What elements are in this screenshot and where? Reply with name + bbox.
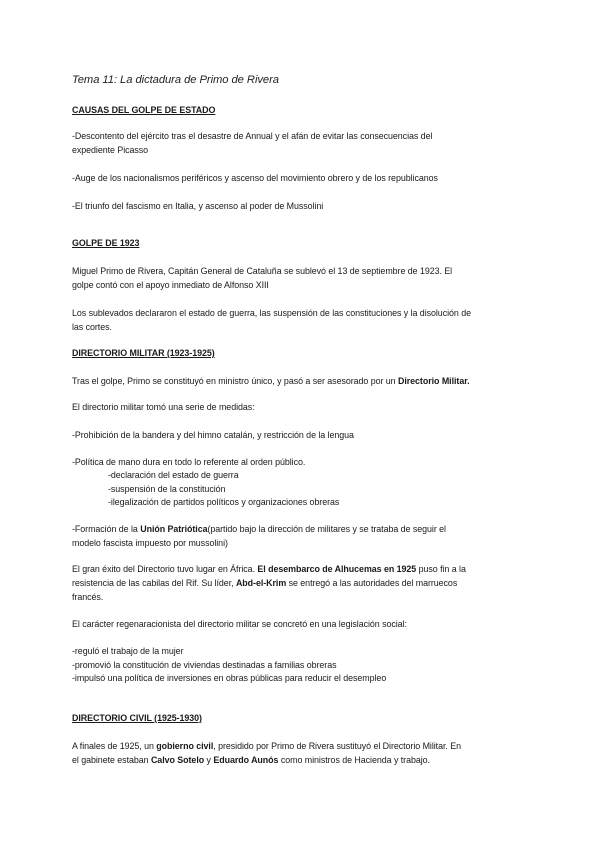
medida-1: -Prohibición de la bandera y del himno catalán, y restricción de la lengua <box>72 430 354 440</box>
causas-item-3: -El triunfo del fascismo en Italia, y ascenso al poder de Mussolini <box>72 201 324 211</box>
heading-directorio-militar: DIRECTORIO MILITAR (1923-1925) <box>72 348 215 358</box>
militar-p2: El directorio militar tomó una serie de medidas: <box>72 402 255 412</box>
golpe-p1-line-2: golpe contó con el apoyo inmediato de Alfonso XIII <box>72 280 269 290</box>
heading-golpe: GOLPE DE 1923 <box>72 238 140 248</box>
civil-line-2: el gabinete estaban Calvo Sotelo y Eduardo Aunós como ministros de Hacienda y trabajo. <box>72 755 430 765</box>
causas-item-2: -Auge de los nacionalismos periféricos y ascenso del movimiento obrero y de los republicanos <box>72 173 438 183</box>
regeneracionista-item-3: -impulsó una política de inversiones en obras públicas para reducir el desempleo <box>72 673 387 683</box>
page-title: Tema 11: La dictadura de Primo de Rivera <box>72 74 279 86</box>
heading-directorio-civil: DIRECTORIO CIVIL (1925-1930) <box>72 713 202 723</box>
medida-3-line-2: modelo fascista impuesto por mussolini) <box>72 538 228 548</box>
civil-line-1: A finales de 1925, un gobierno civil, presidido por Primo de Rivera sustituyó el Directorio Militar. En <box>72 741 461 751</box>
regeneracionista-intro: El carácter regenaracionista del directorio militar se concretó en una legislación social: <box>72 619 407 629</box>
militar-p1: Tras el golpe, Primo se constituyó en ministro único, y pasó a ser asesorado por un Directorio Militar. <box>72 376 470 386</box>
exito-line-3: francés. <box>72 592 104 602</box>
medida-2-sub-3: -ilegalización de partidos políticos y organizaciones obreras <box>108 497 340 507</box>
heading-causas: CAUSAS DEL GOLPE DE ESTADO <box>72 105 216 115</box>
regeneracionista-item-1: -reguló el trabajo de la mujer <box>72 646 184 656</box>
causas-item-1-line-2: expediente Picasso <box>72 145 149 155</box>
medida-2-sub-2: -suspensión de la constitución <box>108 484 226 494</box>
medida-2-sub-1: -declaración del estado de guerra <box>108 470 239 480</box>
causas-item-1-line-1: -Descontento del ejército tras el desastre de Annual y el afán de evitar las consecuencias del <box>72 131 433 141</box>
regeneracionista-item-2: -promovió la constitución de viviendas destinadas a familias obreras <box>72 660 337 670</box>
exito-line-1: El gran éxito del Directorio tuvo lugar en África. El desembarco de Alhucemas en 1925 puso fin a la <box>72 564 466 574</box>
golpe-p2-line-1: Los sublevados declararon el estado de guerra, las suspensión de las constituciones y la disolución de <box>72 308 471 318</box>
exito-line-2: resistencia de las cabilas del Rif. Su líder, Abd-el-Krim se entregó a las autoridades del marruecos <box>72 578 458 588</box>
golpe-p1-line-1: Miguel Primo de Rivera, Capitán General de Cataluña se sublevó el 13 de septiembre de 1923. El <box>72 266 453 276</box>
medida-3-line-1: -Formación de la Unión Patriótica(partido bajo la dirección de militares y se trataba de seguir el <box>72 524 446 534</box>
medida-2: -Política de mano dura en todo lo referente al orden público. <box>72 457 306 467</box>
golpe-p2-line-2: las cortes. <box>72 322 112 332</box>
